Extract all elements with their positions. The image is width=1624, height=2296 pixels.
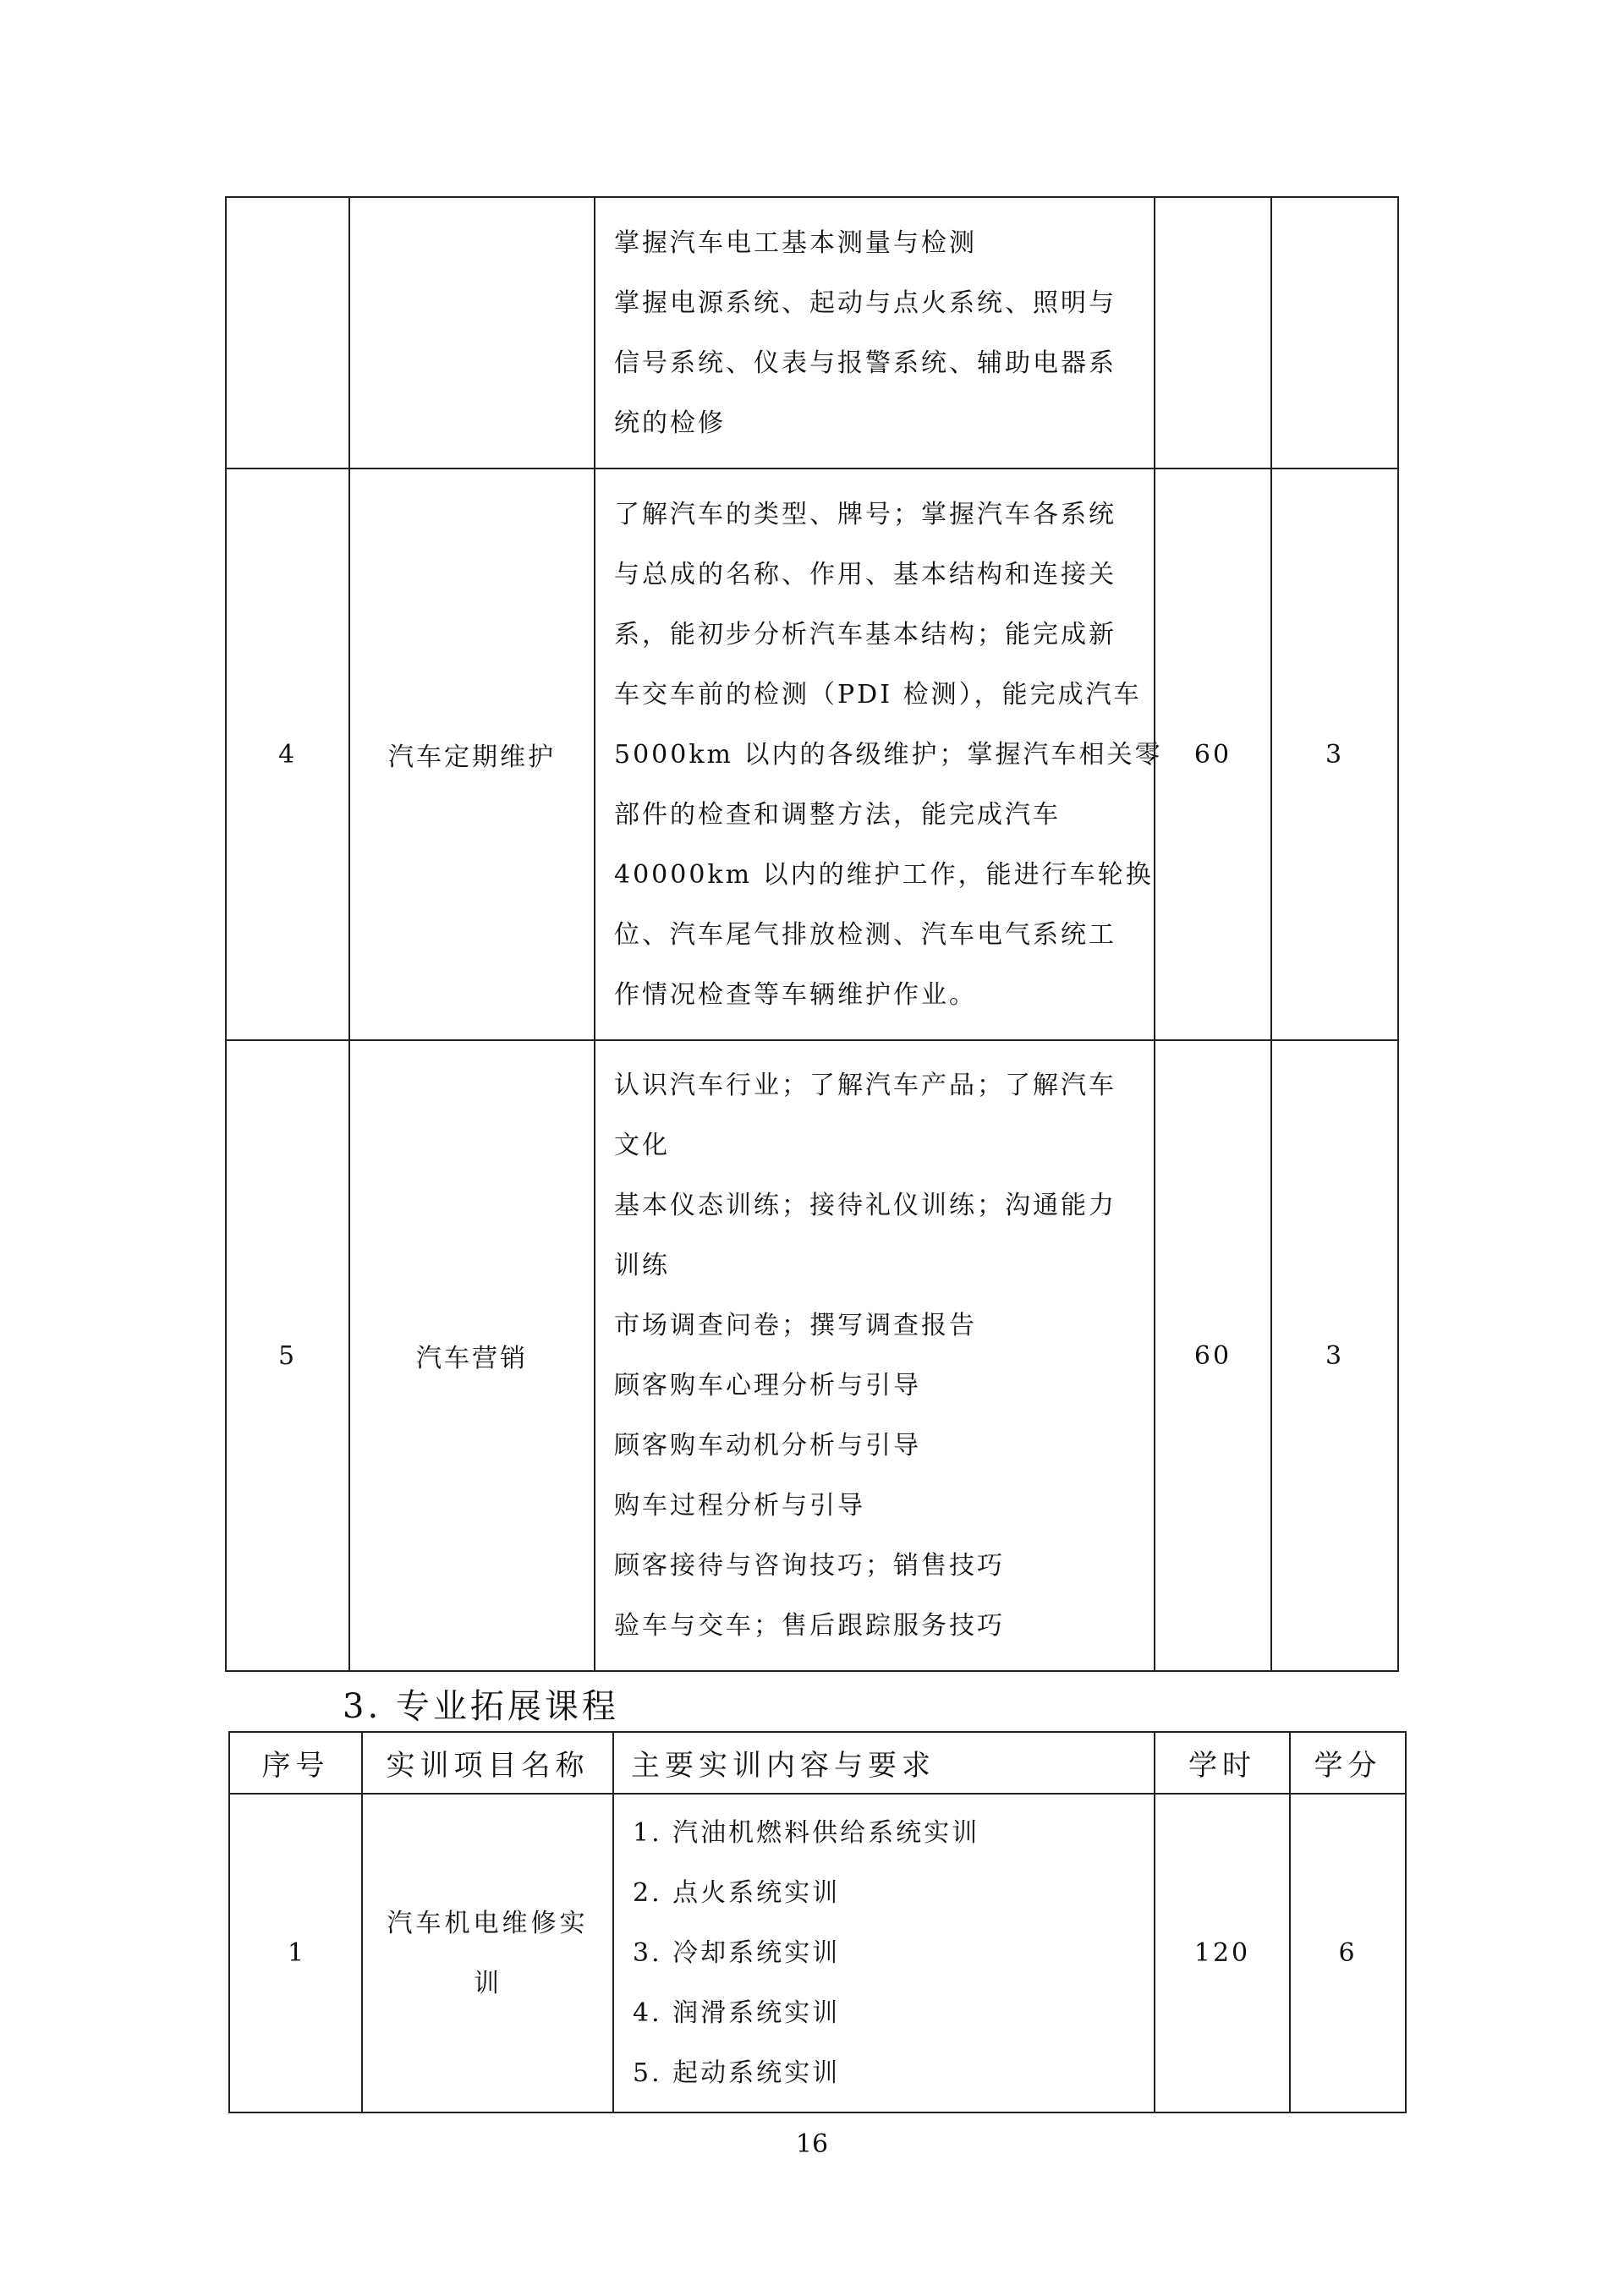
extension-course-table xyxy=(228,1731,1407,2113)
content-line: 了解汽车的类型、牌号；掌握汽车各系统 xyxy=(614,499,1116,529)
header-hours: 学时 xyxy=(1155,1732,1290,1794)
content-line: 2. 点火系统实训 xyxy=(633,1878,841,1908)
project-content xyxy=(613,1794,1155,2112)
course-content xyxy=(595,197,1155,469)
content-line: 顾客接待与咨询技巧；销售技巧 xyxy=(614,1551,1005,1581)
row-index: 4 xyxy=(226,469,349,1040)
course-credits: 3 xyxy=(1271,1040,1398,1671)
course-name: 汽车定期维护 xyxy=(349,469,595,1040)
table-row xyxy=(226,469,1398,1040)
section-heading: 3. 专业拓展课程 xyxy=(343,1687,619,1726)
content-line: 3. 冷却系统实训 xyxy=(633,1938,841,1968)
course-hours: 60 xyxy=(1155,1040,1271,1671)
course-content xyxy=(595,469,1163,1040)
content-line: 文化 xyxy=(614,1131,670,1160)
content-line: 与总成的名称、作用、基本结构和连接关 xyxy=(614,559,1116,589)
content-line: 4. 润滑系统实训 xyxy=(633,1998,841,2028)
project-credits: 6 xyxy=(1290,1794,1406,2112)
name-line: 汽车机电维修实 xyxy=(387,1908,589,1938)
content-line: 位、汽车尾气排放检测、汽车电气系统工 xyxy=(614,919,1116,950)
content-line: 车交车前的检测（PDI 检测），能完成汽车 xyxy=(614,679,1142,710)
course-credits xyxy=(1271,197,1398,469)
content-line: 信号系统、仪表与报警系统、辅助电器系 xyxy=(614,348,1116,378)
course-content xyxy=(595,1040,1155,1671)
content-line: 基本仪态训练；接待礼仪训练；沟通能力 xyxy=(614,1191,1116,1220)
course-hours xyxy=(1155,197,1271,469)
content-line: 40000km 以内的维护工作，能进行车轮换 xyxy=(614,859,1154,890)
content-line: 顾客购车心理分析与引导 xyxy=(614,1371,921,1400)
content-line: 购车过程分析与引导 xyxy=(614,1491,865,1521)
course-table-continued xyxy=(225,196,1399,1672)
course-name xyxy=(349,197,595,469)
table-row xyxy=(226,1040,1398,1671)
row-index xyxy=(226,197,349,469)
table-row xyxy=(229,1794,1406,2112)
content-line: 顾客购车动机分析与引导 xyxy=(614,1431,921,1460)
page-number: 16 xyxy=(795,2129,829,2159)
header-content: 主要实训内容与要求 xyxy=(613,1732,1155,1794)
course-hours: 60 xyxy=(1155,469,1271,1040)
header-index: 序号 xyxy=(229,1732,362,1794)
content-line: 系，能初步分析汽车基本结构；能完成新 xyxy=(614,619,1116,649)
project-name xyxy=(362,1794,613,2112)
content-line: 掌握汽车电工基本测量与检测 xyxy=(614,227,977,258)
content-line: 作情况检查等车辆维护作业。 xyxy=(614,979,977,1010)
content-line: 5. 起动系统实训 xyxy=(633,2058,841,2088)
content-line: 训练 xyxy=(614,1251,670,1280)
name-line: 训 xyxy=(474,1968,502,1998)
content-line: 掌握电源系统、起动与点火系统、照明与 xyxy=(614,288,1116,318)
row-index: 1 xyxy=(229,1794,362,2112)
header-project-name: 实训项目名称 xyxy=(362,1732,613,1794)
project-hours: 120 xyxy=(1155,1794,1290,2112)
content-line: 认识汽车行业；了解汽车产品；了解汽车 xyxy=(614,1071,1116,1100)
content-line: 5000km 以内的各级维护；掌握汽车相关零 xyxy=(614,739,1163,770)
content-line: 市场调查问卷；撰写调查报告 xyxy=(614,1311,977,1340)
course-name: 汽车营销 xyxy=(349,1040,595,1671)
header-credits: 学分 xyxy=(1290,1732,1406,1794)
content-line: 1. 汽油机燃料供给系统实训 xyxy=(633,1818,980,1848)
content-line: 统的检修 xyxy=(614,408,726,438)
table-row xyxy=(226,197,1398,469)
table-header-row xyxy=(229,1732,1406,1794)
row-index: 5 xyxy=(226,1040,349,1671)
content-line: 部件的检查和调整方法，能完成汽车 xyxy=(614,799,1061,830)
content-line: 验车与交车；售后跟踪服务技巧 xyxy=(614,1611,1005,1641)
course-credits: 3 xyxy=(1271,469,1398,1040)
